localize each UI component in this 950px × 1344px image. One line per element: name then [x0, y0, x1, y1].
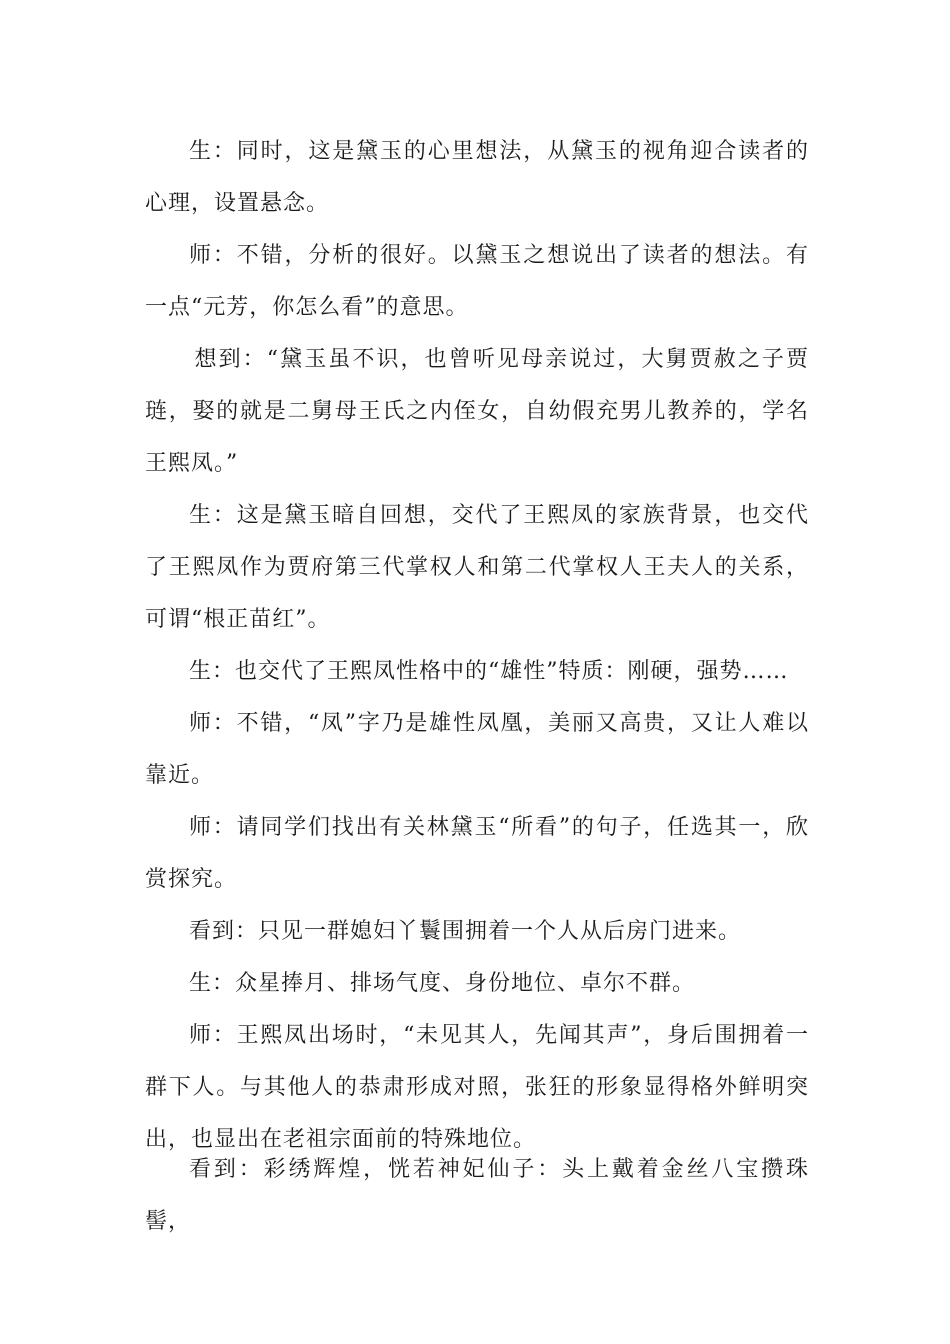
paragraph-seen-entrance: 看到：只见一群媳妇丫鬟围拥着一个人从后房门进来。 — [189, 919, 742, 944]
paragraph-student-viewpoint: 生：同时，这是黛玉的心里想法，从黛玉的视角迎合读者的心理，设置悬念。 — [145, 139, 809, 216]
paragraph-student-background: 生：这是黛玉暗自回想，交代了王熙凤的家族背景，也交代了王熙凤作为贾府第三代掌权人和第二代掌权人王夫人的关系，可谓“根正苗红”。 — [145, 503, 809, 632]
paragraph-thought-quote: 想到：“黛玉虽不识，也曾听见母亲说过，大舅贾赦之子贾琏，娶的就是二舅母王氏之内侄女，自幼假充男儿教养的，学名王熙凤。” — [145, 347, 809, 476]
paragraph-teacher-analysis: 师：王熙凤出场时，“未见其人，先闻其声”，身后围拥着一群下人。与其他人的恭肃形成对照，张狂的形象显得格外鲜明突出，也显出在老祖宗面前的特殊地位。 — [145, 1023, 809, 1152]
continued-text-block — [145, 1144, 809, 1248]
paragraph-teacher-task: 师：请同学们找出有关林黛玉“所看”的句子，任选其一，欣赏探究。 — [145, 815, 809, 892]
main-text-block — [145, 126, 809, 1166]
paragraph-seen-appearance: 看到：彩绣辉煌，恍若神妃仙子：头上戴着金丝八宝攒珠髻， — [145, 1157, 809, 1234]
paragraph-student-trait: 生：也交代了王熙凤性格中的“雄性”特质：刚硬，强势…… — [189, 659, 789, 684]
paragraph-teacher-phoenix: 师：不错，“凤”字乃是雄性凤凰，美丽又高贵，又让人难以靠近。 — [145, 711, 809, 788]
paragraph-student-summary: 生：众星捧月、排场气度、身份地位、卓尔不群。 — [189, 971, 696, 996]
paragraph-teacher-comment: 师：不错，分析的很好。以黛玉之想说出了读者的想法。有一点“元芳，你怎么看”的意思。 — [145, 243, 809, 320]
